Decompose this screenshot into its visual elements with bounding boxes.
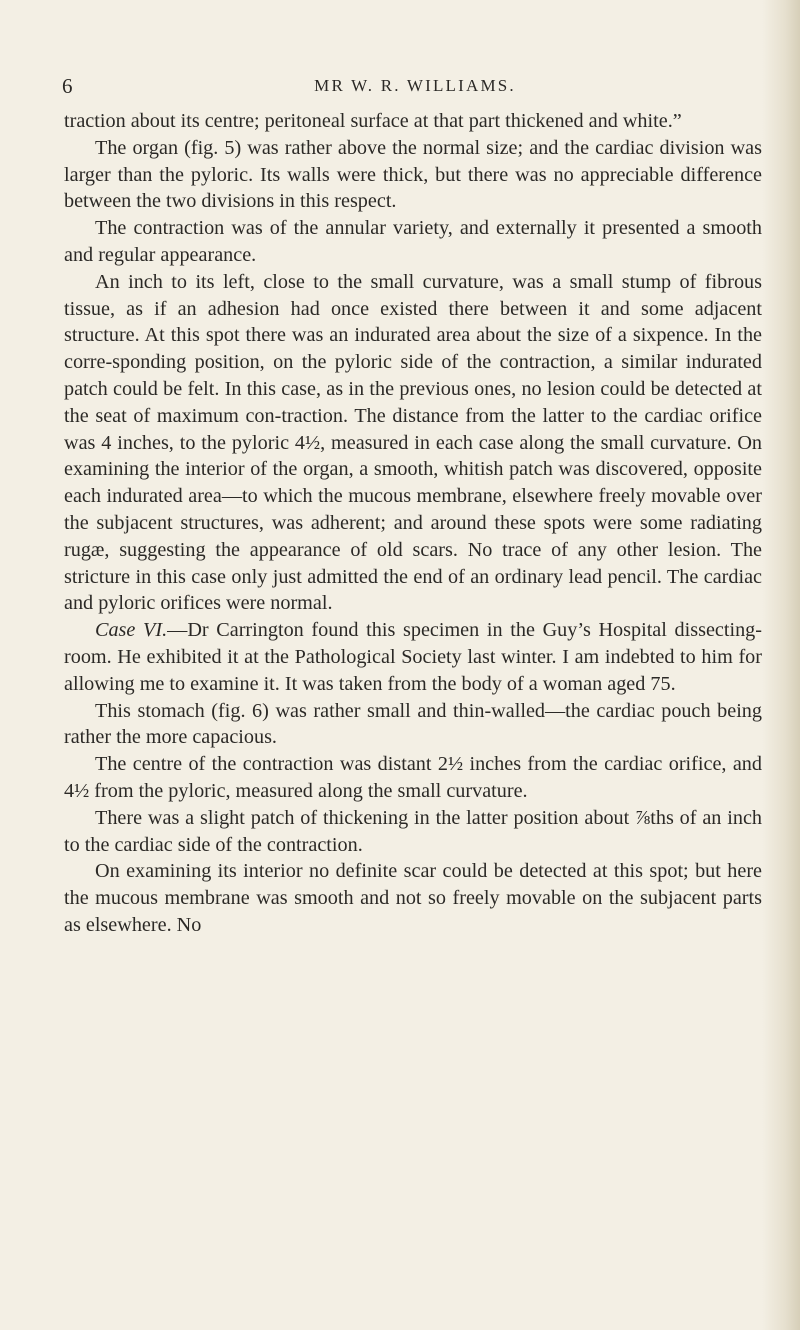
- paragraph-2: The organ (fig. 5) was rather above the normal size; and the cardiac division was larger than the pyloric. Its walls were thick, but there was no appreciable difference between the two divisions in this respect.: [64, 136, 762, 213]
- paragraph-4: An inch to its left, close to the small curvature, was a small stump of fibrous tissue, as if an adhesion had once existed there between it and some adjacent structure. At this spot there was an indurated area about the size of a sixpence. In the corre-sponding position, on the pyloric side of the contraction, a similar indurated patch could be felt. In this case, as in the previous ones, no lesion could be detected at the seat of maximum con-traction. The distance from the latter to the cardiac orifice was 4 inches, to the pyloric 4½, measured in each case along the small curvature. On examining the interior of the organ, a smooth, whitish patch was discovered, opposite each indurated area—to which the mucous membrane, elsewhere freely movable over the subjacent structures, was adherent; and around these spots were some radiating rugæ, suggesting the appearance of old scars. No trace of any other lesion. The stricture in this case only just admitted the end of an ordinary lead pencil. The cardiac and pyloric orifices were normal.: [64, 270, 762, 615]
- case-paragraph: [64, 617, 762, 697]
- body-text: [64, 108, 762, 939]
- paragraph-9: On examining its interior no definite scar could be detected at this spot; but here the mucous membrane was smooth and not so freely movable on the subjacent parts as elsewhere. No: [64, 860, 762, 936]
- case-label: Case VI.: [95, 619, 168, 642]
- running-head: MR W. R. WILLIAMS.: [314, 76, 516, 95]
- paragraph-1: traction about its centre; peritoneal surface at that part thickened and white.”: [64, 110, 682, 132]
- page-edge-shadow: [762, 0, 800, 1330]
- paragraph-8: There was a slight patch of thickening in the latter position about ⅞ths of an inch to the cardiac side of the contraction.: [64, 806, 762, 856]
- case-text: —Dr Carrington found this specimen in the Guy’s Hospital dissecting-room. He exhibited it at the Pathological Society last winter. I am indebted to him for allowing me to examine it. It was taken from the body of a woman aged 75.: [64, 619, 762, 695]
- page-number: 6: [62, 74, 73, 98]
- paragraph-7: The centre of the contraction was distant 2½ inches from the cardiac orifice, and 4½ from the pyloric, measured along the small curvature.: [64, 753, 762, 802]
- paragraph-6: This stomach (fig. 6) was rather small and thin-walled—the cardiac pouch being rather the more capacious.: [64, 699, 762, 749]
- paragraph-3: The contraction was of the annular variety, and externally it presented a smooth and regular appearance.: [64, 217, 762, 266]
- page-header: [0, 74, 800, 104]
